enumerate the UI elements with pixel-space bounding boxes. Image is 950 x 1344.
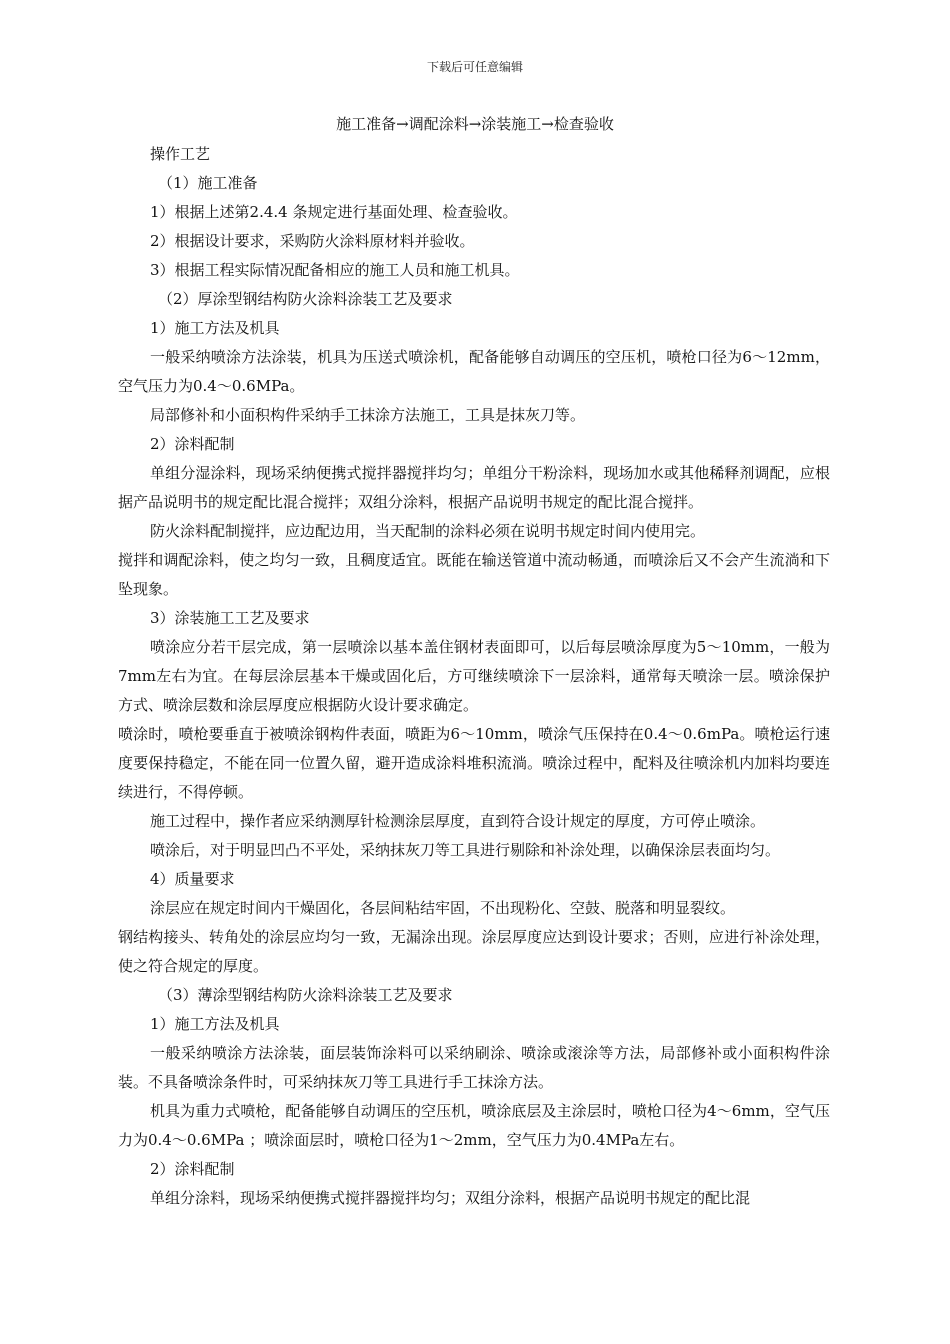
paragraph: 涂层应在规定时间内干燥固化，各层间粘结牢固，不出现粉化、空鼓、脱落和明显裂纹。 (150, 899, 736, 917)
paragraph: 2）涂料配制 (150, 435, 235, 453)
process-flow-title: 施工准备→调配涂料→涂装施工→检查验收 (336, 115, 614, 133)
paragraph: 单组分涂料，现场采纳便携式搅拌器搅拌均匀；双组分涂料，根据产品说明书规定的配比混 (150, 1189, 751, 1207)
paragraph: 钢结构接头、转角处的涂层应均匀一致，无漏涂出现。涂层厚度应达到设计要求；否则，应进行补涂处理，使之符合规定的厚度。 (118, 928, 830, 975)
paragraph: 3）根据工程实际情况配备相应的施工人员和施工机具。 (150, 261, 520, 279)
paragraph: 一般采纳喷涂方法涂装，机具为压送式喷涂机，配备能够自动调压的空压机，喷枪口径为6～12mm，空气压力为0.4～0.6MPa。 (118, 348, 830, 395)
paragraph: 2）根据设计要求，采购防火涂料原材料并验收。 (150, 232, 475, 250)
paragraph: 喷涂应分若干层完成，第一层喷涂以基本盖住钢材表面即可，以后每层喷涂厚度为5～10mm，一般为7mm左右为宜。在每层涂层基本干燥或固化后，方可继续喷涂下一层涂料，通常每天喷涂一层。喷涂保护方式、喷涂层数和涂层厚度应根据防火设计要求确定。 (118, 638, 830, 714)
paragraph: 1）施工方法及机具 (150, 1015, 280, 1033)
paragraph: 3）涂装施工工艺及要求 (150, 609, 310, 627)
paragraph: 一般采纳喷涂方法涂装，面层装饰涂料可以采纳刷涂、喷涂或滚涂等方法，局部修补或小面积构件涂装。不具备喷涂条件时，可采纳抹灰刀等工具进行手工抹涂方法。 (118, 1044, 830, 1091)
paragraph: 机具为重力式喷枪，配备能够自动调压的空压机，喷涂底层及主涂层时，喷枪口径为4～6mm，空气压力为0.4～0.6MPa ；喷涂面层时，喷枪口径为1～2mm，空气压力为0.4MPa左右。 (118, 1102, 830, 1149)
paragraph: 局部修补和小面积构件采纳手工抹涂方法施工，工具是抹灰刀等。 (150, 406, 586, 424)
paragraph: 操作工艺 (150, 145, 211, 163)
paragraph: （1）施工准备 (158, 174, 258, 192)
paragraph: 4）质量要求 (150, 870, 235, 888)
paragraph: 防火涂料配制搅拌，应边配边用，当天配制的涂料必须在说明书规定时间内使用完。 (150, 522, 706, 540)
paragraph: （2）厚涂型钢结构防火涂料涂装工艺及要求 (158, 290, 453, 308)
paragraph: （3）薄涂型钢结构防火涂料涂装工艺及要求 (158, 986, 453, 1004)
paragraph: 喷涂时，喷枪要垂直于被喷涂钢构件表面，喷距为6～10mm，喷涂气压保持在0.4～0.6mPa。喷枪运行速度要保持稳定，不能在同一位置久留，避开造成涂料堆积流淌。喷涂过程中，配料及往喷涂机内加料均要连续进行，不得停顿。 (118, 725, 830, 801)
document-body (118, 140, 830, 1213)
paragraph: 施工过程中，操作者应采纳测厚针检测涂层厚度，直到符合设计规定的厚度，方可停止喷涂。 (150, 812, 766, 830)
paragraph: 单组分湿涂料，现场采纳便携式搅拌器搅拌均匀；单组分干粉涂料，现场加水或其他稀释剂调配，应根据产品说明书的规定配比混合搅拌；双组分涂料，根据产品说明书规定的配比混合搅拌。 (118, 464, 830, 511)
paragraph: 1）根据上述第2.4.4 条规定进行基面处理、检查验收。 (150, 203, 518, 221)
paragraph: 搅拌和调配涂料，使之均匀一致，且稠度适宜。既能在输送管道中流动畅通，而喷涂后又不会产生流淌和下坠现象。 (118, 551, 830, 598)
paragraph: 1）施工方法及机具 (150, 319, 280, 337)
page-header: 下载后可任意编辑 (426, 60, 523, 74)
paragraph: 喷涂后，对于明显凹凸不平处，采纳抹灰刀等工具进行剔除和补涂处理，以确保涂层表面均匀。 (150, 841, 781, 859)
paragraph: 2）涂料配制 (150, 1160, 235, 1178)
